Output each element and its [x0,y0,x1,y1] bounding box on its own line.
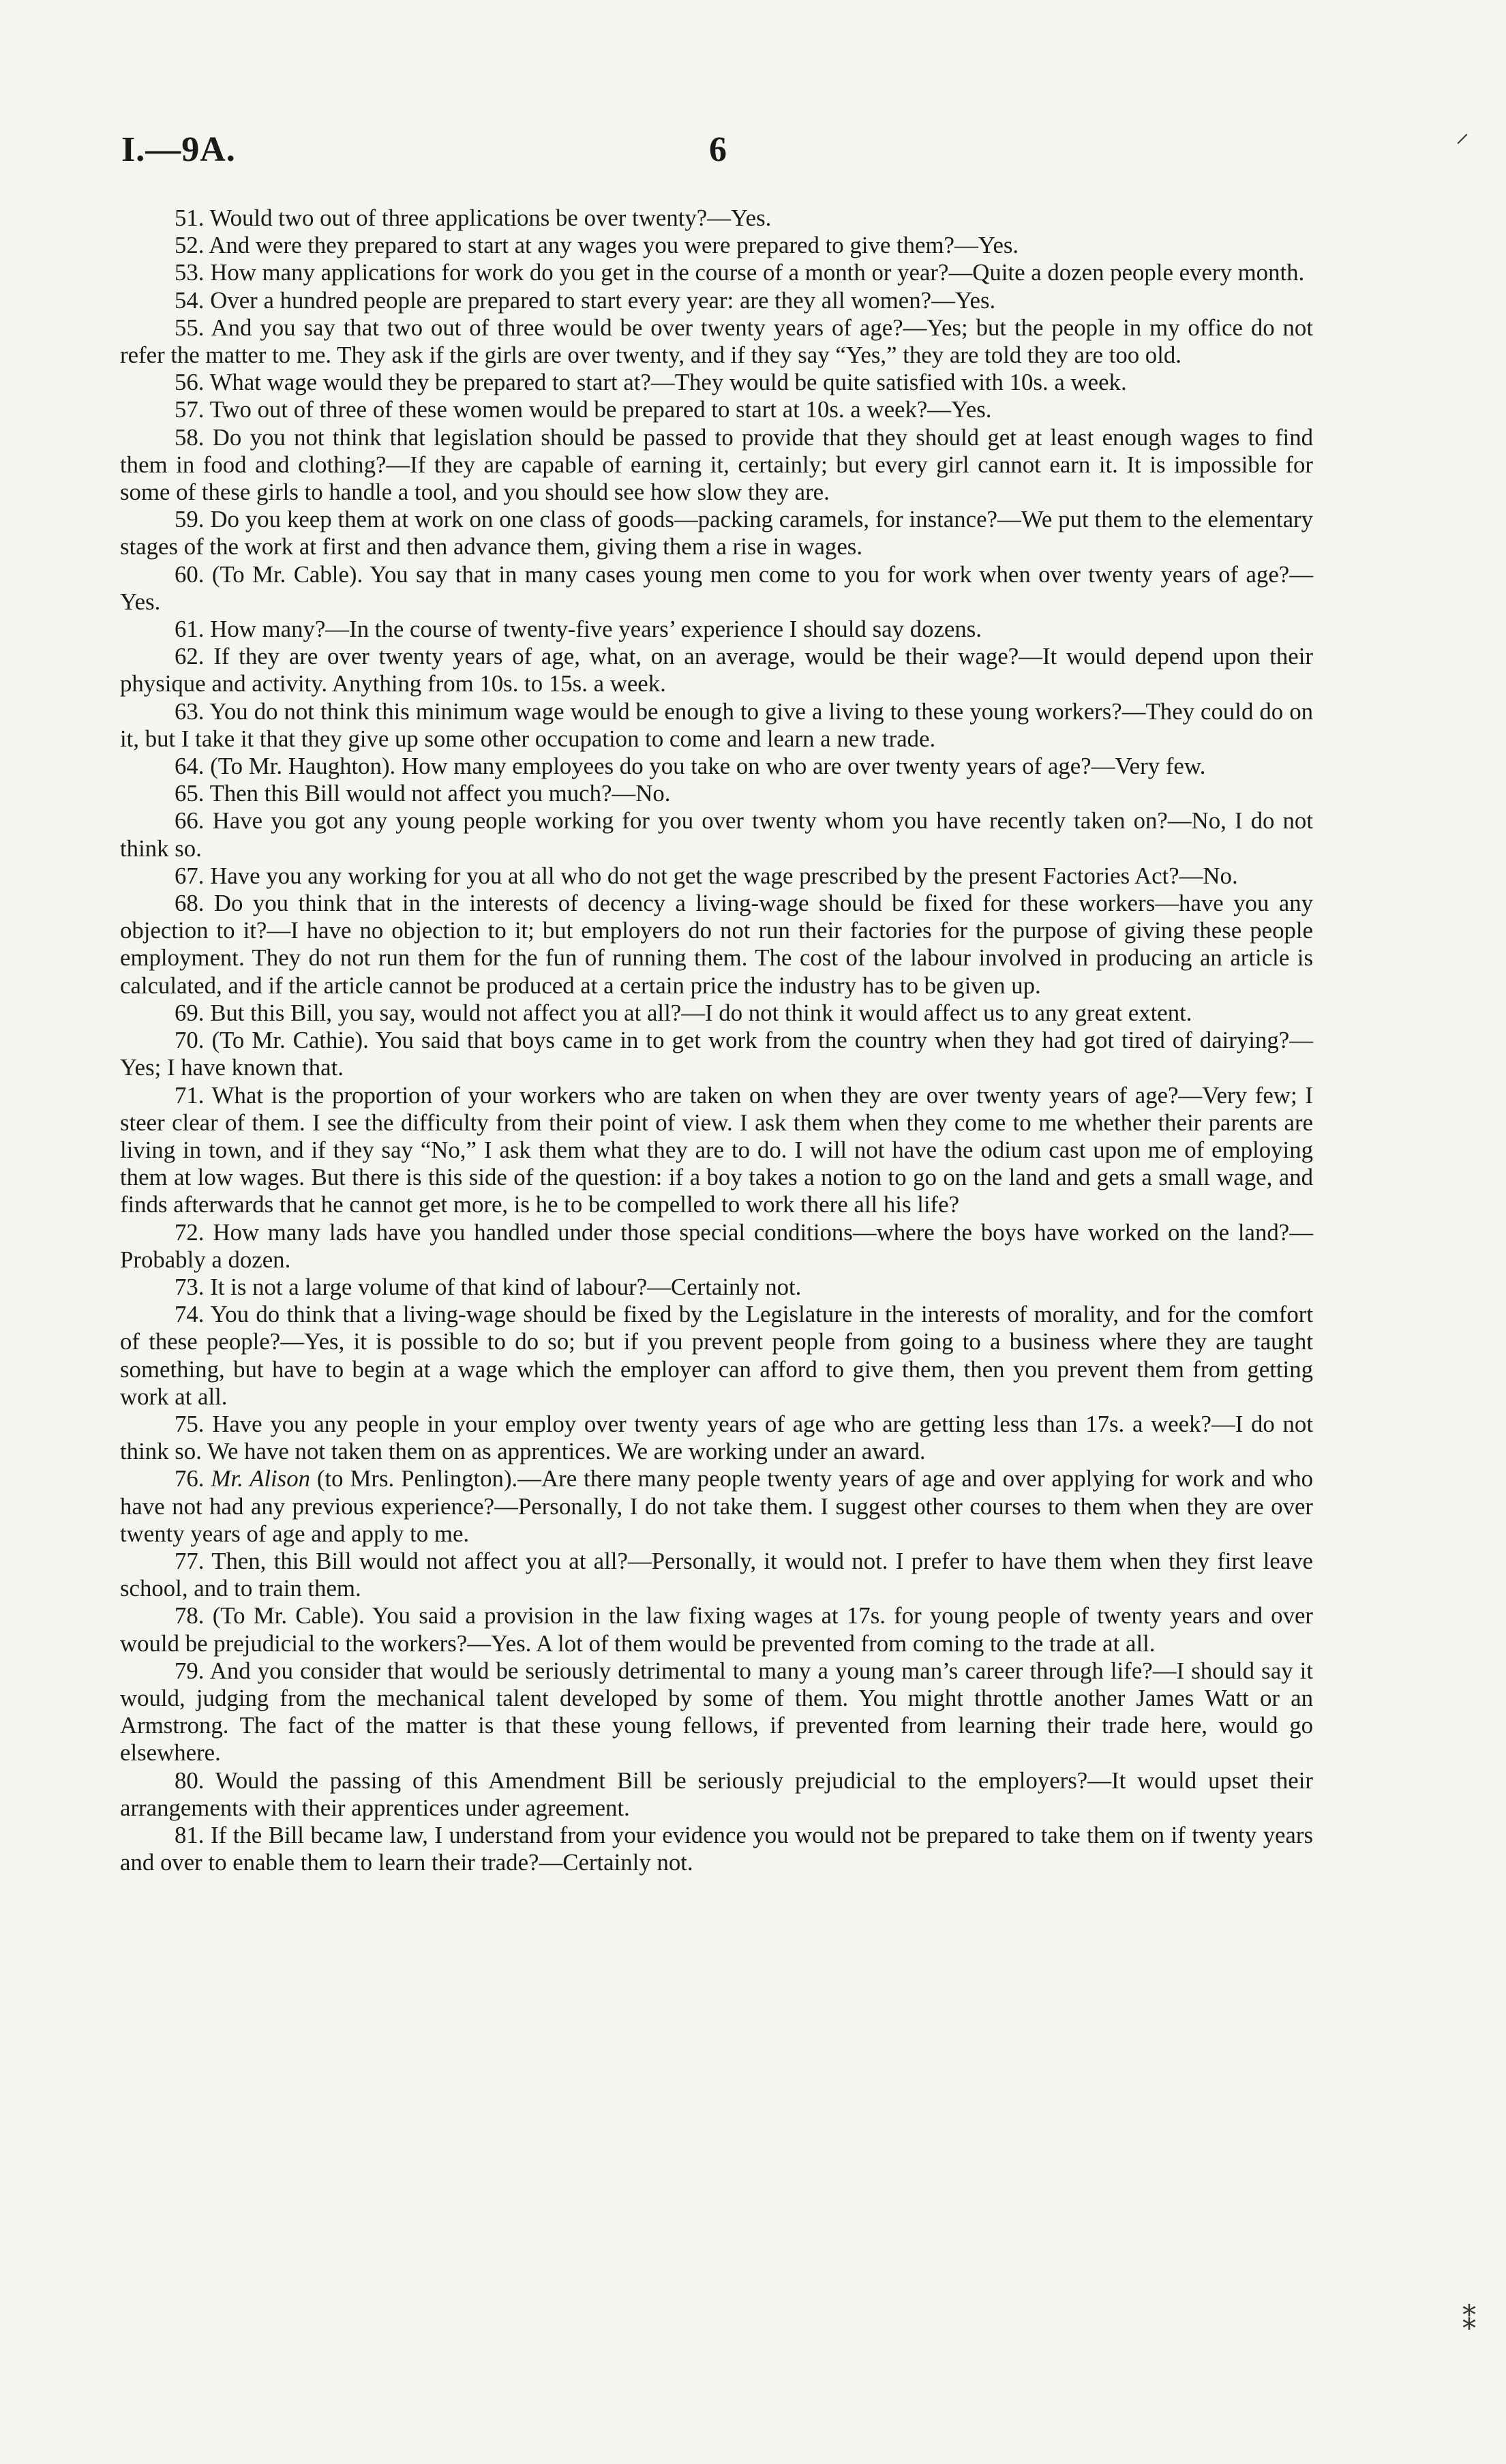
question-text: Then, this Bill would not affect you at all?—Personally, it would not. I prefer to have them when they first leave school, and to train them. [120,1547,1313,1602]
question-text: You do think that a living-wage should be fixed by the Legislature in the interests of morality, and for the comfort of these people?—Yes, it is possible to do so; but if you prevent people from going to a business where they are taught something, but have to begin at a wage which the employer can afford to give them, then you prevent them from getting work at all. [120,1301,1313,1410]
question-paragraph [120,232,1313,259]
question-paragraph [120,1822,1313,1876]
question-text: It is not a large volume of that kind of labour?—Certainly not. [210,1273,802,1300]
question-number: 74. [175,1301,205,1328]
question-paragraph [120,1465,1313,1548]
question-text: What is the proportion of your workers who are taken on when they are over twenty years of age?—Very few; I steer clear of them. I see the difficulty from their point of view. I ask them when they come to me whether their parents are living in town, and if they say “No,” I ask them what they are to do. I will not have the odium cast upon me of employing them at low wages. But there is this side of the question: if a boy takes a notion to go on the land and gets a small wage, and finds afterwards that he cannot get more, is he to be compelled to work there all his life? [120,1081,1313,1218]
question-text: (To Mr. Cable). You say that in many cases young men come to you for work when over twenty years of age?—Yes. [120,560,1314,615]
question-paragraph [120,780,1313,807]
question-text: Do you not think that legislation should be passed to provide that they should get at least enough wages to find them in food and clothing?—If they are capable of earning it, certainly; but every girl cannot earn it. It is impossible for some of these girls to handle a tool, and you should see how slow they are. [120,423,1313,506]
question-text: Over a hundred people are prepared to start every year: are they all women?—Yes. [210,286,996,314]
question-paragraph [120,287,1313,314]
question-number: 69. [175,999,205,1026]
question-paragraph [120,1301,1313,1411]
question-number: 79. [175,1657,205,1684]
question-text: Would the passing of this Amendment Bill be seriously prejudicial to the employers?—It would upset their arrangements with their apprentices under agreement. [120,1767,1313,1821]
evidence-text [120,205,1313,1876]
question-number: 54. [175,286,205,314]
question-text: Have you any working for you at all who do not get the wage prescribed by the present Factories Act?—No. [210,862,1238,889]
question-number: 65. [175,780,205,807]
question-number: 72. [175,1218,205,1246]
question-paragraph [120,1027,1313,1081]
question-paragraph [120,506,1313,560]
question-paragraph [120,1000,1313,1027]
question-paragraph [120,698,1313,753]
question-text: What wage would they be prepared to start at?—They would be quite satisfied with 10s. a week. [209,369,1127,396]
question-number: 71. [175,1081,205,1109]
page-header [121,130,1314,184]
question-number: 53. [175,259,205,286]
question-number: 61. [175,616,205,643]
question-paragraph [120,1219,1313,1274]
question-paragraph [120,616,1313,643]
question-paragraph [120,424,1313,507]
question-text: And were they prepared to start at any wages you were prepared to give them?—Yes. [209,232,1019,259]
question-paragraph [120,1657,1313,1767]
question-paragraph [120,862,1313,890]
question-number: 58. [175,423,205,451]
question-text: Then this Bill would not affect you much?—No. [209,780,671,807]
question-text: And you consider that would be seriously detrimental to many a young man’s career through life?—I should say it would, judging from the mechanical talent developed by some of them. You might throttle another James Watt or an Armstrong. The fact of the matter is that these young fellows, if prevented from learning their trade here, would go elsewhere. [120,1657,1313,1767]
document-reference: I.—9A. [121,130,236,169]
question-number: 63. [175,697,205,725]
question-paragraph [120,643,1313,697]
question-paragraph [120,1082,1313,1219]
question-text: If the Bill became law, I understand from your evidence you would not be prepared to take them on if twenty years and over to enable them to learn their trade?—Certainly not. [120,1821,1314,1876]
margin-mark-icon: ⁑ [1462,2305,1476,2336]
question-paragraph [120,259,1313,286]
question-paragraph [120,1767,1313,1822]
question-text: (To Mr. Cable). You said a provision in the law fixing wages at 17s. for young people of twenty years and over would be prejudicial to the workers?—Yes. A lot of them would be prevented from coming to the trade at all. [120,1602,1313,1657]
question-text: How many applications for work do you get in the course of a month or year?—Quite a dozen people every month. [210,259,1305,286]
margin-mark-icon: ⸝ [1456,117,1469,148]
speaker-name: Mr. Alison [211,1465,311,1492]
question-number: 75. [175,1410,205,1437]
question-number: 64. [175,753,205,780]
question-text: Do you keep them at work on one class of goods—packing caramels, for instance?—We put them to the elementary stages of the work at first and then advance them, giving them a rise in wages. [120,506,1314,560]
question-number: 51. [175,205,205,231]
page-number: 6 [709,130,727,169]
question-text: If they are over twenty years of age, what, on an average, would be their wage?—It would depend upon their physique and activity. Anything from 10s. to 15s. a week. [120,643,1313,697]
question-text: Have you any people in your employ over twenty years of age who are getting less than 17s. a week?—I do not think so. We have not taken them on as apprentices. We are working under an award. [120,1410,1313,1465]
question-text: Do you think that in the interests of decency a living-wage should be fixed for these workers—have you any objection to it?—I have no objection to it; but employers do not run their factories for the purpose of giving these people employment. They do not run them for the fun of running them. The cost of the labour involved in producing an article is calculated, and if the article cannot be produced at a certain price the industry has to be given up. [120,890,1313,999]
question-paragraph [120,561,1313,616]
question-paragraph [120,807,1313,862]
question-text: Would two out of three applications be over twenty?—Yes. [209,205,772,231]
question-paragraph [120,369,1313,396]
question-number: 57. [175,396,205,423]
question-text: (To Mr. Cathie). You said that boys came in to get work from the country when they had got tired of dairying?—Yes; I have known that. [120,1027,1313,1081]
question-number: 80. [175,1767,205,1794]
question-text: Have you got any young people working for you over twenty whom you have recently taken on?—No, I do not think so. [120,807,1313,862]
question-paragraph [120,890,1313,1000]
question-paragraph [120,205,1313,232]
question-paragraph [120,314,1313,369]
question-number: 70. [175,1027,205,1054]
question-text: And you say that two out of three would be over twenty years of age?—Yes; but the people in my office do not refer the matter to me. They ask if the girls are over twenty, and if they say “Yes,” they are told they are too old. [120,314,1313,369]
question-number: 77. [175,1547,205,1574]
question-text: How many lads have you handled under those special conditions—where the boys have worked on the land?—Probably a dozen. [120,1218,1313,1273]
question-number: 62. [175,643,205,670]
question-number: 68. [175,890,205,917]
question-number: 76. [175,1465,205,1492]
question-number: 59. [175,506,205,533]
question-text: (to Mrs. Penlington).—Are there many people twenty years of age and over applying for work and who have not had any previous experience?—Personally, I do not take them. I suggest other courses to them when they are over twenty years of age and apply to me. [120,1465,1314,1547]
question-paragraph [120,1274,1313,1301]
question-text: But this Bill, you say, would not affect you at all?—I do not think it would affect us to any great extent. [210,999,1192,1026]
question-text: (To Mr. Haughton). How many employees do you take on who are over twenty years of age?—Very few. [210,753,1206,780]
question-number: 78. [175,1602,205,1629]
question-number: 67. [175,862,205,889]
question-text: How many?—In the course of twenty-five years’ experience I should say dozens. [210,616,982,643]
question-number: 81. [175,1821,205,1848]
question-number: 55. [175,314,205,341]
question-paragraph [120,396,1313,423]
question-paragraph [120,1411,1313,1465]
question-paragraph [120,753,1313,780]
question-text: Two out of three of these women would be prepared to start at 10s. a week?—Yes. [209,396,992,423]
question-paragraph [120,1548,1313,1602]
question-number: 56. [175,369,205,396]
question-number: 73. [175,1273,205,1300]
question-number: 52. [175,232,205,259]
question-number: 66. [175,807,205,835]
question-number: 60. [175,560,205,588]
question-text: You do not think this minimum wage would be enough to give a living to these young workers?—They could do on it, but I take it that they give up some other occupation to come and learn a new trade. [120,697,1313,752]
question-paragraph [120,1602,1313,1657]
